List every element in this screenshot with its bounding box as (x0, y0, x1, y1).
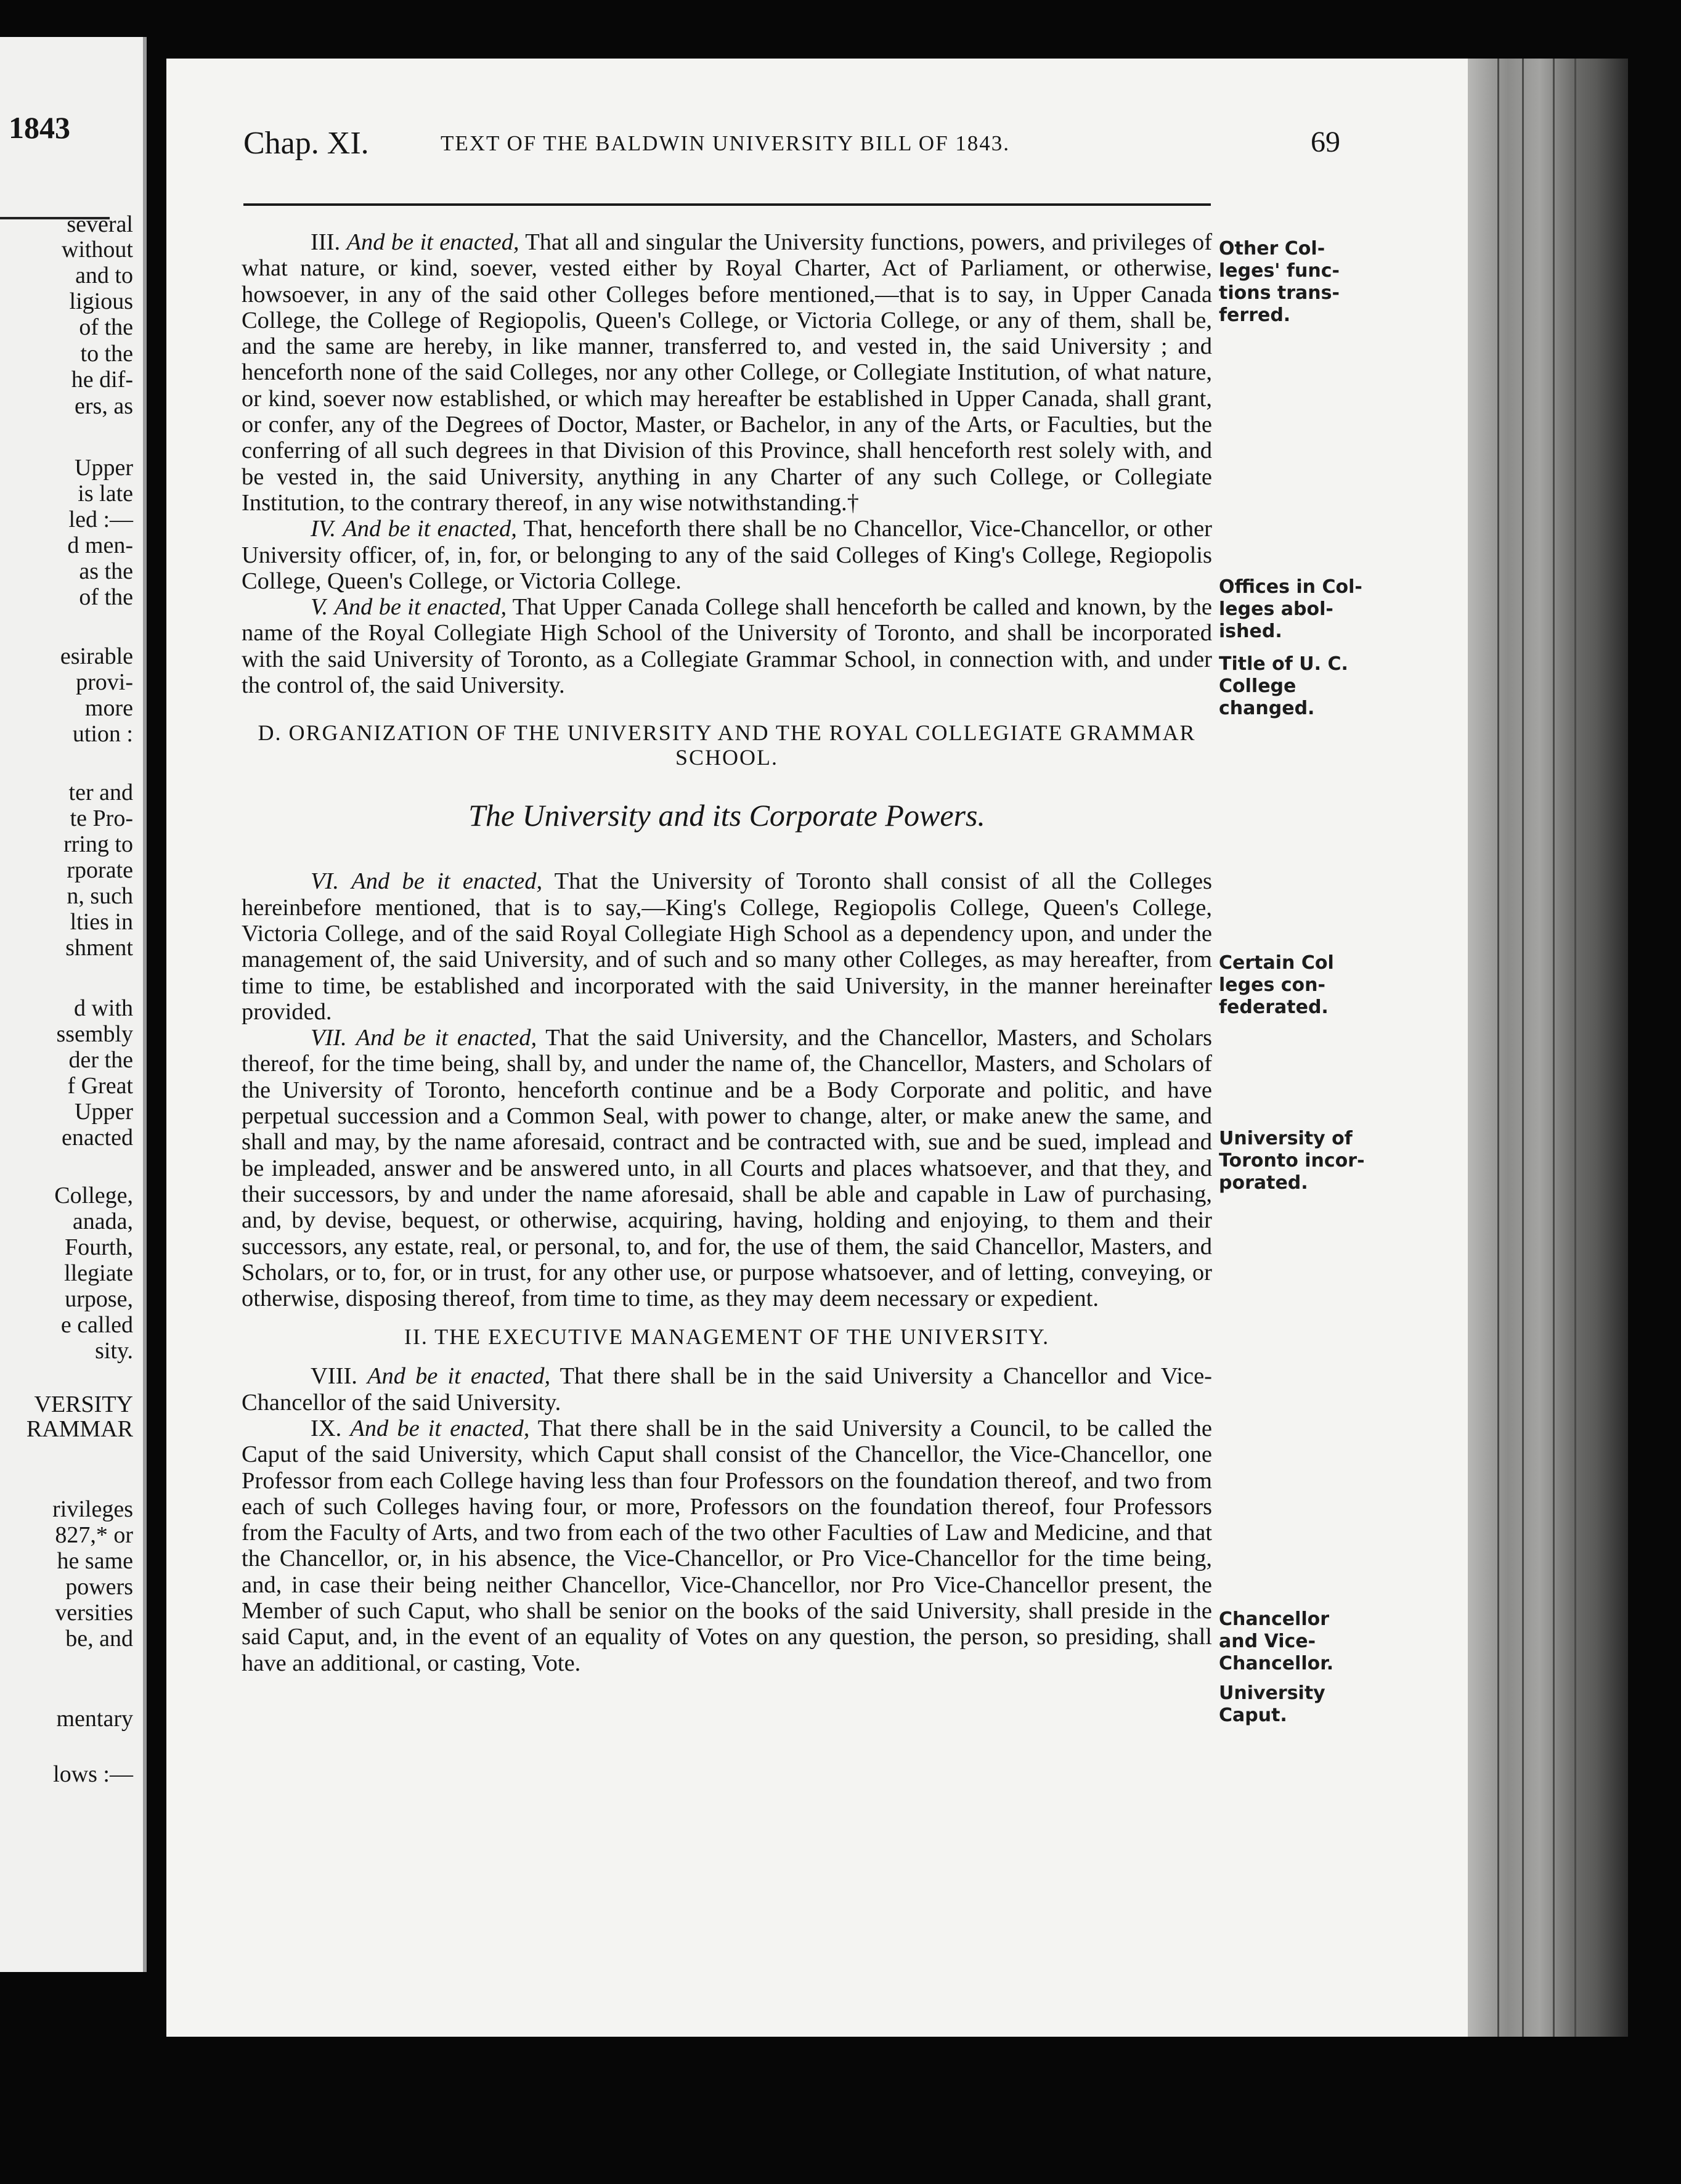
page-number: 69 (1311, 126, 1340, 158)
subsection-heading: The University and its Corporate Powers. (468, 798, 985, 833)
facing-page-line: ers, as (75, 393, 133, 419)
page-edge-line (1522, 59, 1524, 2037)
section-d-heading: D. ORGANIZATION OF THE UNIVERSITY AND THE ROYAL COLLEGIATE GRAMMAR SCHOOL. (258, 720, 1196, 770)
facing-page-line: sity. (95, 1338, 133, 1364)
facing-page-line: rivileges (52, 1496, 133, 1522)
facing-page-line: is late (78, 481, 133, 507)
facing-page-line: ligious (69, 288, 133, 314)
facing-page-line: rporate (67, 857, 133, 883)
facing-page-line: d men- (67, 532, 133, 558)
facing-page-line: anada, (72, 1208, 133, 1234)
facing-page-line: d with (73, 995, 133, 1021)
facing-page-line: of the (79, 584, 133, 610)
facing-page-line: Upper (75, 1099, 133, 1125)
sidenote-caput: University Caput. (1219, 1682, 1325, 1726)
facing-page-line: provi- (76, 669, 133, 695)
facing-page-line: College, (54, 1183, 133, 1208)
facing-page-line: he dif- (71, 367, 133, 393)
facing-page-line: mentary (56, 1706, 133, 1732)
section-vii: VII. And be it enacted, That the said University, and the Chancellor, Masters, and Scholars thereof, for the time being, shall by, and under the name of, the Chancellor, Masters, and Scholars of the University of Toronto, henceforth continue and be a Body Corporate and politic, and have perpetual succession and a Common Seal, with power to change, alter, or make anew the same, and shall and may, by the name aforesaid, contract and be contracted with, sue and be sued, implead and be impleaded, answer and be answered unto, in all Courts and places whatsoever, and that they, and their successors, by and under the name aforesaid, shall be able and capable in Law of purchasing, and, by devise, bequest, or otherwise, acquiring, having, holding and enjoying, to them and their successors, any estate, real, or personal, to, and for, the use of them, the said Chancellor, Masters, and Scholars, or to, for, or in trust, for any other use, or purpose whatsoever, and of letting, conveying, or otherwise, disposing thereof, from time to time, as they may deem necessary or expedient. (242, 1025, 1213, 1312)
facing-page-line: lows :— (53, 1761, 133, 1787)
facing-page-line: without (61, 237, 133, 263)
facing-page-line: RAMMAR (26, 1416, 133, 1442)
facing-page-line: 827,* or (55, 1522, 133, 1548)
running-head (243, 125, 1365, 168)
facing-page-line: ssembly (56, 1021, 133, 1047)
facing-page-number: 1843 (9, 110, 70, 145)
facing-page-line: shment (65, 935, 133, 961)
sidenote-university-incorporated: University of Toronto incor- porated. (1219, 1128, 1365, 1194)
facing-page-line: n, such (67, 883, 133, 909)
section-vi: VI. And be it enacted, That the University of Toronto shall consist of all the Colleges hereinbefore mentioned, that is to say,—King's College, Regiopolis College, Queen's College, Victoria College, and of the said Royal Collegiate High School as a dependency upon, and under the management of, the said University, and of such and so many other Colleges, as may hereafter, from time to time, be established and incorporated with the said University, in the manner hereinafter provided. (242, 868, 1213, 1025)
facing-page-line: te Pro- (70, 805, 133, 831)
section-iii: III. And be it enacted, That all and singular the University functions, powers, and privileges of what nature, or kind, soever, vested either by Royal Charter, Act of Parliament, or otherwise, howsoever, in any of the said other Colleges before mentioned,—that is to say, in Upper Canada College, the College of Regiopolis, Queen's College, or Victoria College, or any of them, shall be, and the same are hereby, in like manner, transferred to, and vested in, the said University ; and henceforth none of the said Colleges, nor any other College, or Collegiate Institution, of what nature, or kind, soever now established, or which may hereafter be established in Upper Canada, shall grant, or confer, any of the Degrees of Doctor, Master, or Bachelor, in any of the Arts, or Faculties, but the conferring of all such degrees in that Division of this Province, shall henceforth rest solely with, and be vested in, the said University, anything in any Charter of any such College, or Collegiate Institution, to the contrary thereof, in any wise notwithstanding.† (242, 229, 1213, 516)
page-edge-line (1553, 59, 1555, 2037)
facing-page-line: esirable (60, 643, 133, 669)
facing-page-line: der the (68, 1047, 133, 1073)
facing-page-line: e called (60, 1312, 133, 1338)
facing-page-line: and to (75, 263, 133, 288)
facing-page-line: several (67, 211, 133, 237)
facing-page-line: ution : (72, 721, 133, 747)
section-viii: VIII. And be it enacted, That there shall be in the said University a Chancellor and Vice-Chancellor of the said University. (242, 1363, 1213, 1416)
facing-page-line: to the (80, 341, 133, 367)
facing-page-line: more (84, 695, 133, 721)
body-text (242, 229, 1212, 1676)
page-edge-stack (1468, 59, 1628, 2037)
facing-page-line: rring to (63, 831, 133, 857)
facing-page-line: be, and (65, 1626, 133, 1652)
facing-page-line: ter and (68, 780, 133, 805)
page-edge-line (1497, 59, 1499, 2037)
facing-page-line: he same (57, 1548, 133, 1574)
section-v: V. And be it enacted, That Upper Canada College shall henceforth be called and known, by the name of the Royal Collegiate High School of the University of Toronto, and shall be incorporated with the said University of Toronto, as a Collegiate Grammar School, in connection with, and under the control of, the said University. (242, 594, 1212, 699)
facing-page (0, 37, 147, 1972)
chapter-label: Chap. XI. (243, 126, 369, 161)
facing-page-line: enacted (61, 1125, 133, 1151)
facing-page-line: f Great (67, 1073, 133, 1099)
facing-page-line: urpose, (65, 1286, 133, 1312)
facing-page-line: llegiate (64, 1260, 133, 1286)
sidenote-certain-colleges: Certain Col leges con- federated. (1219, 952, 1334, 1018)
facing-page-line: lties in (70, 909, 133, 935)
section-ix: IX. And be it enacted, That there shall be in the said University a Council, to be called the Caput of the said University, which Caput shall consist of the Chancellor, the Vice-Chancellor, one Professor from each College having less than four Professors on the foundation thereof, and two from each of such Colleges having four, or more, Professors on the foundation thereof, four Professors from the Faculty of Arts, and two from each of the two other Faculties of Law and Medicine, and that the Chancellor, or, in his absence, the Vice-Chancellor, or Pro Vice-Chancellor for the time being, and, in case their being neither Chancellor, Vice-Chancellor, nor Pro Vice-Chancellor present, the Member of such Caput, who shall be senior on the books of the said University, shall preside in the said Caput, and, in the event of an equality of Votes on any question, the person, so presiding, shall have an additional, or casting, Vote. (242, 1415, 1212, 1676)
header-rule (243, 203, 1211, 206)
facing-page-line: VERSITY (34, 1391, 133, 1417)
running-title: TEXT OF THE BALDWIN UNIVERSITY BILL OF 1843. (441, 131, 1011, 155)
page-edge-line (1574, 59, 1576, 2037)
sidenote-offices: Offices in Col- leges abol- ished. (1219, 576, 1362, 642)
sidenote-title-uc: Title of U. C. College changed. (1219, 653, 1348, 719)
sidenote-other-colleges: Other Col- leges' func- tions trans- ferred. (1219, 238, 1340, 326)
sidenote-chancellor: Chancellor and Vice- Chancellor. (1219, 1608, 1334, 1674)
facing-page-line: led :— (68, 507, 133, 532)
facing-page-line: as the (79, 558, 133, 584)
facing-page-line: Fourth, (65, 1234, 133, 1260)
section-iv: IV. And be it enacted, That, henceforth there shall be no Chancellor, Vice-Chancellor, or other University officer, of, in, for, or belonging to any of the said Colleges of King's College, Regiopolis College, Queen's College, or Victoria College. (242, 516, 1212, 594)
facing-page-line: powers (65, 1574, 133, 1600)
facing-page-line: Upper (75, 455, 133, 481)
facing-page-line: versities (55, 1600, 133, 1626)
section-ii-heading: II. THE EXECUTIVE MANAGEMENT OF THE UNIVERSITY. (404, 1324, 1050, 1350)
facing-page-line: of the (79, 314, 133, 340)
